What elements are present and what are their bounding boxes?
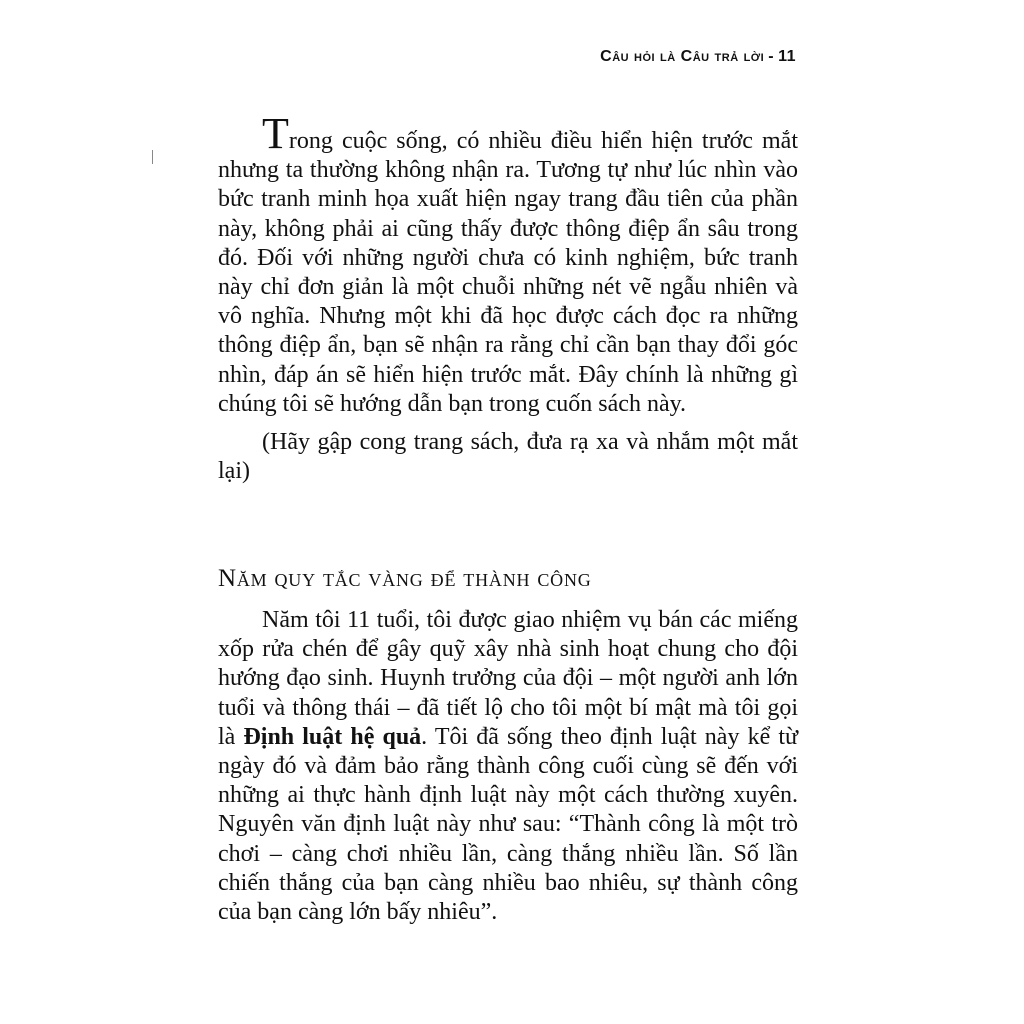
intro-paragraph-1: [218, 109, 798, 419]
running-head: [600, 48, 796, 66]
section-text-after: . Tôi đã sống theo định luật này kể từ ngày đó và đảm bảo rằng thành công cuối cùng sẽ đến với những ai thực hành định luật này một cách thường xuyên. Nguyên văn định luật này như sau: “Thành công là một trò chơi – càng chơi nhiều lần, càng thắng nhiều lần. Số lần chiến thắng của bạn càng nhiều bao nhiêu, sự thành công của bạn càng lớn bấy nhiêu”.: [218, 723, 798, 926]
section-heading: Năm quy tắc vàng để thành công: [218, 565, 592, 592]
intro-paragraph-1-text: rong cuộc sống, có nhiều điều hiển hiện trước mắt nhưng ta thường không nhận ra. Tương tự như lúc nhìn vào bức tranh minh họa xuất hiện ngay trang đầu tiên của phần này, không phải ai cũng thấy được thông điệp ẩn sâu trong đó. Đối với những người chưa có kinh nghiệm, bức tranh này chỉ đơn giản là một chuỗi những nét vẽ ngẫu nhiên và vô nghĩa. Nhưng một khi đã học được cách đọc ra những thông điệp ẩn, bạn sẽ nhận ra rằng chỉ cần bạn thay đổi góc nhìn, đáp án sẽ hiển hiện trước mắt. Đây chính là những gì chúng tôi sẽ hướng dẫn bạn trong cuốn sách này.: [218, 128, 798, 417]
intro-text: [218, 109, 798, 486]
section-text-before: Năm tôi 11 tuổi, tôi được giao nhiệm vụ bán các miếng xốp rửa chén để gây quỹ xây nhà sinh hoạt chung cho đội hướng đạo sinh. Huynh trưởng của đội – một người anh lớn tuổi và thông thái – đã tiết lộ cho tôi một bí mật mà tôi gọi là: [218, 607, 798, 750]
margin-mark: [152, 150, 153, 164]
running-head-separator: -: [768, 48, 775, 65]
section-paragraph: [218, 606, 798, 927]
drop-cap: T: [262, 109, 289, 158]
intro-paragraph-2: (Hãy gập cong trang sách, đưa rạ xa và nhắm một mắt lại): [218, 429, 798, 485]
page-number: 11: [778, 48, 796, 65]
running-head-title: Câu hỏi là Câu trả lời: [600, 48, 765, 65]
law-name: Định luật hệ quả: [243, 723, 422, 750]
section-body: [218, 606, 798, 927]
